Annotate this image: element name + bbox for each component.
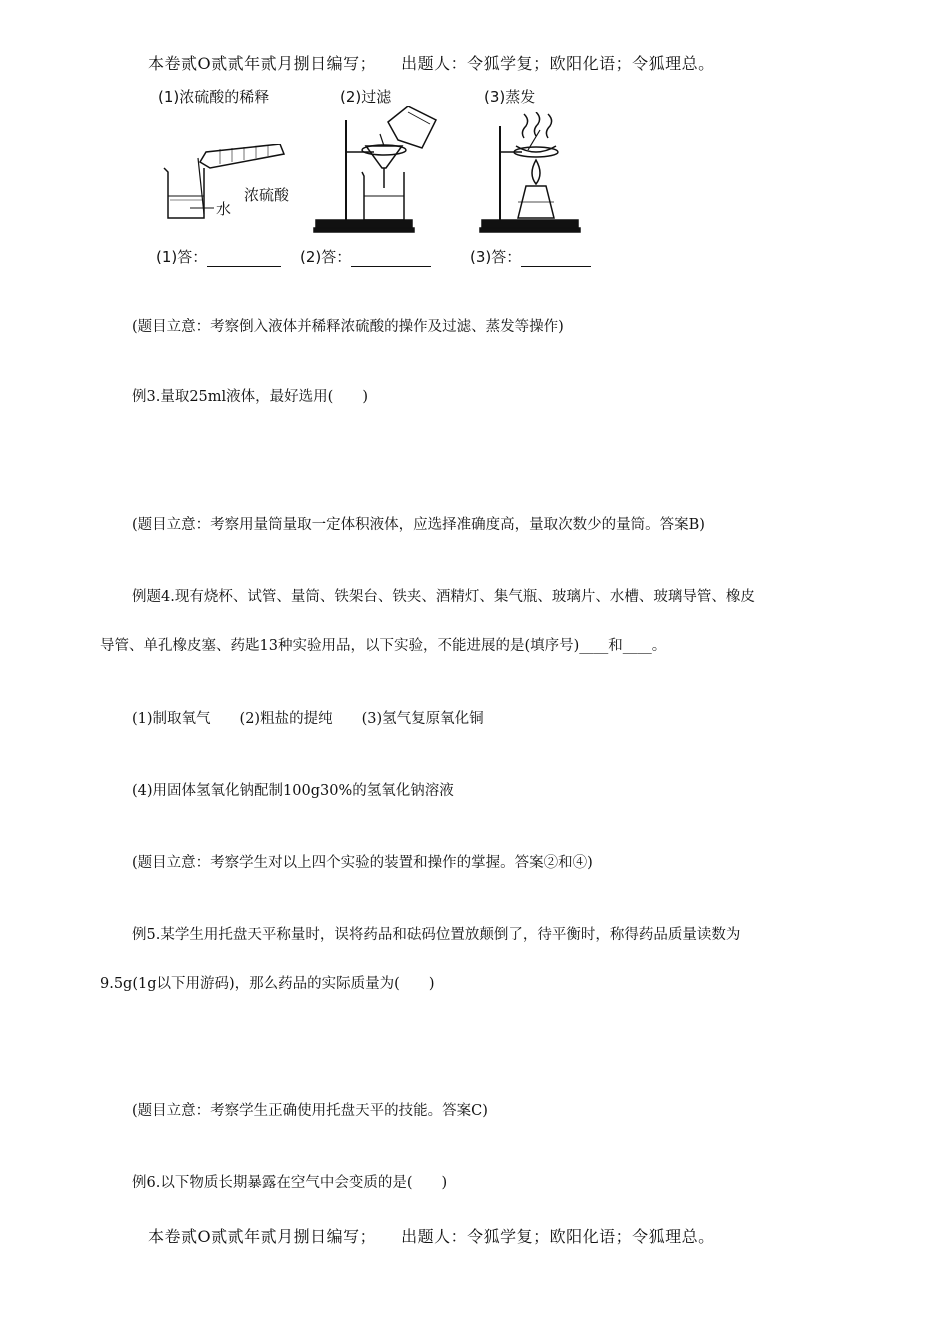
text-line: 例题4.现有烧杯、试管、量筒、铁架台、铁夹、酒精灯、集气瓶、玻璃片、水槽、玻璃导管、橡皮 [132, 589, 755, 605]
answer-3-blank[interactable] [521, 250, 591, 267]
page-footer: 本卷贰O贰贰年贰月捌日编写； 出题人：令狐学复；欧阳化语；令狐理总。 [148, 1227, 715, 1246]
text-line: 9.5g(1g以下用游码)，那么药品的实际质量为( ) [100, 976, 435, 992]
page-header: 本卷贰O贰贰年贰月捌日编写； 出题人：令狐学复；欧阳化语；令狐理总。 [148, 54, 715, 73]
evaporation-drawing [478, 112, 598, 238]
answer-3-label: (3)答： [470, 248, 522, 266]
answer-2 [300, 246, 431, 267]
answer-1 [156, 246, 281, 267]
figure-label-dilution: (1)浓硫酸的稀释 [158, 88, 270, 106]
answer-2-label: (2)答： [300, 248, 352, 266]
answer-1-label: (1)答： [156, 248, 208, 266]
label-concentrated-acid: 浓硫酸 [244, 186, 290, 204]
text-line: (题目立意：考察学生对以上四个实验的装置和操作的掌握。答案②和④) [132, 855, 593, 871]
text-line: (题目立意：考察用量筒量取一定体积液体，应选择准确度高，量取次数少的量筒。答案B) [132, 517, 705, 533]
figure-label-evaporation: (3)蒸发 [484, 88, 536, 106]
text-line: (题目立意：考察倒入液体并稀释浓硫酸的操作及过滤、蒸发等操作) [132, 319, 564, 335]
label-water: 水 [216, 200, 232, 218]
text-line: (1)制取氧气 (2)粗盐的提纯 (3)氢气复原氧化铜 [132, 711, 484, 727]
text-line: 例5.某学生用托盘天平称量时，误将药品和砝码位置放颠倒了，待平衡时，称得药品质量读数为 [132, 927, 741, 943]
answer-1-blank[interactable] [207, 250, 281, 267]
answer-2-blank[interactable] [351, 250, 431, 267]
text-line: 导管、单孔橡皮塞、药匙13种实验用品，以下实验，不能进展的是(填序号)____和____。 [100, 638, 667, 654]
text-line: (4)用固体氢氧化钠配制100g30%的氢氧化钠溶液 [132, 783, 454, 799]
text-line: 例3.量取25ml液体，最好选用( ) [132, 389, 368, 405]
answer-3 [470, 246, 591, 267]
experiment-figure [150, 84, 620, 274]
text-line: 例6.以下物质长期暴露在空气中会变质的是( ) [132, 1175, 448, 1191]
text-line: (题目立意：考察学生正确使用托盘天平的技能。答案C) [132, 1103, 488, 1119]
filtration-drawing [312, 106, 462, 238]
figure-label-filtration: (2)过滤 [340, 88, 392, 106]
